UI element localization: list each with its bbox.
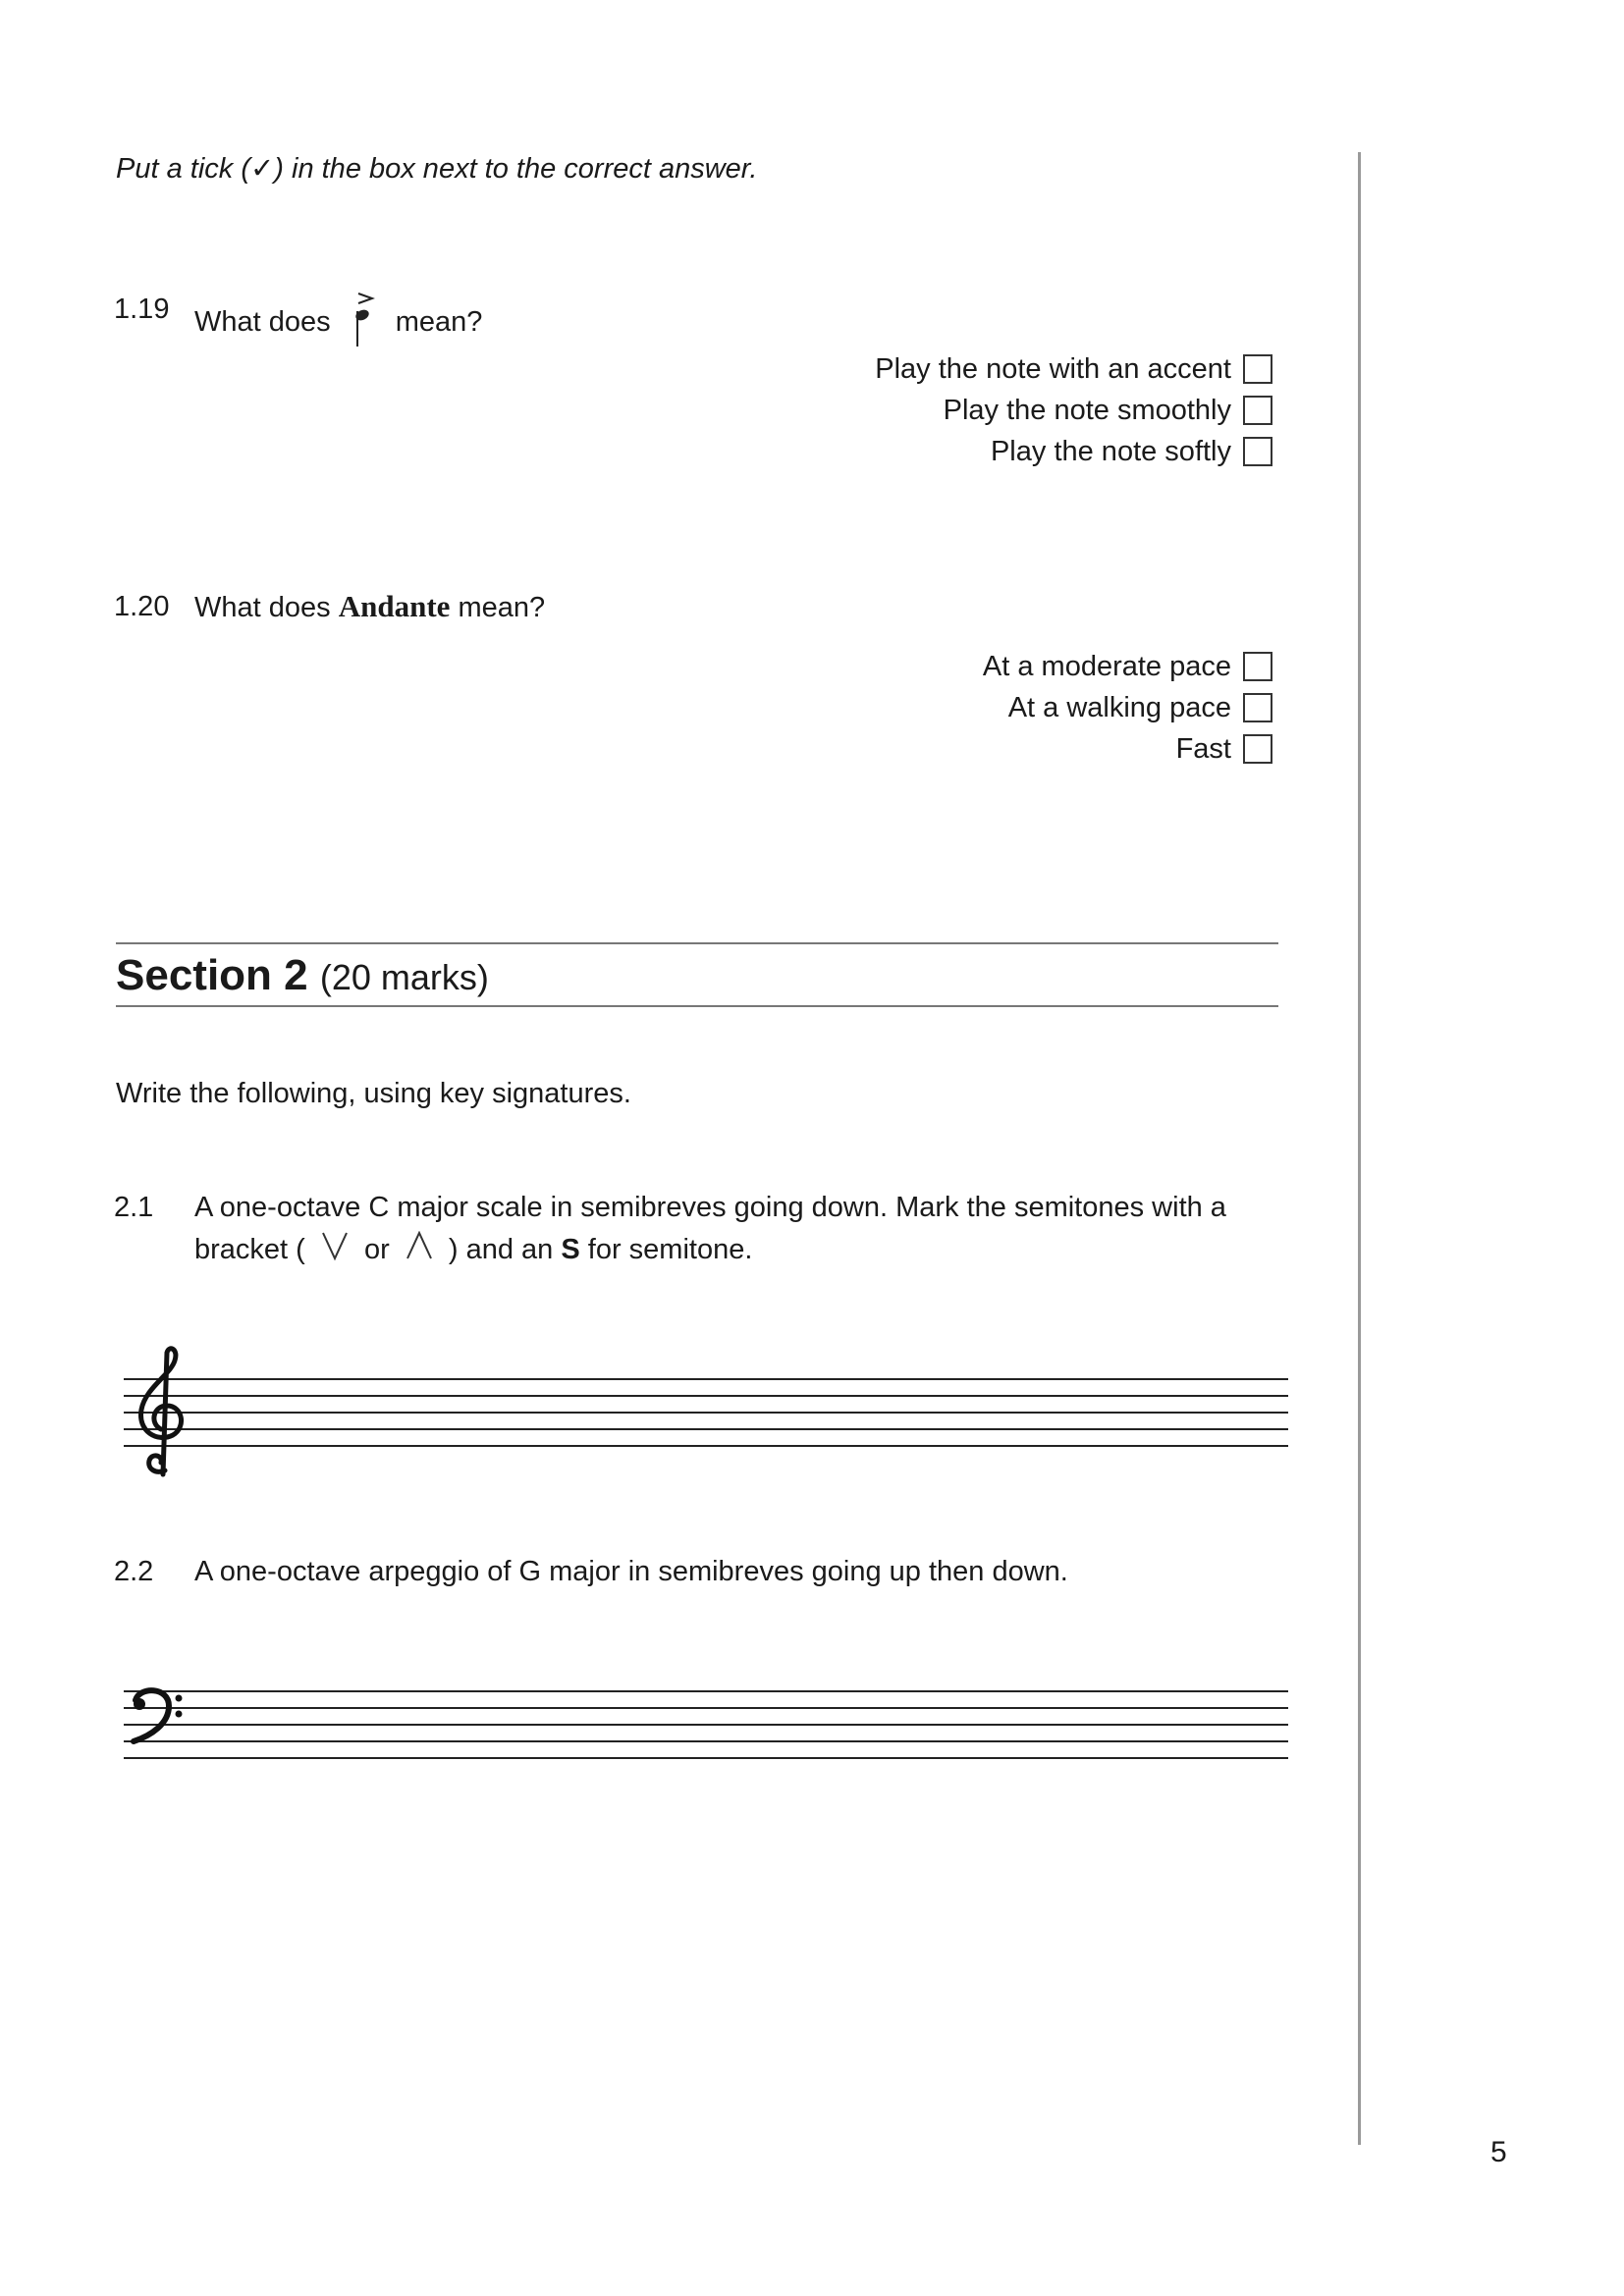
- section-title: Section 2: [116, 951, 308, 999]
- or-text: or: [363, 1234, 390, 1265]
- question-prefix: What does: [194, 306, 331, 338]
- option-label: Fast: [1175, 733, 1231, 765]
- tick-box[interactable]: [1243, 354, 1272, 384]
- question-1-19-text: [194, 290, 482, 348]
- question-suffix: mean?: [458, 592, 546, 623]
- bass-clef-icon: [130, 1686, 189, 1750]
- option-label: Play the note with an accent: [875, 353, 1231, 385]
- option-row: [875, 432, 1272, 471]
- staff-line: [124, 1445, 1288, 1447]
- question-2-1-number: 2.1: [114, 1192, 154, 1223]
- question-2-2-text: A one-octave arpeggio of G major in semibreves going up then down.: [194, 1556, 1068, 1587]
- treble-clef-icon: [128, 1345, 196, 1487]
- question-1-19-number: 1.19: [114, 294, 170, 325]
- s-letter: S: [561, 1234, 580, 1265]
- margin-line: [1358, 152, 1361, 2145]
- bass-staff[interactable]: [124, 1669, 1288, 1767]
- option-label: Play the note softly: [990, 436, 1231, 467]
- staff-line: [124, 1724, 1288, 1726]
- question-1-19-options: [875, 349, 1272, 471]
- staff-line: [124, 1690, 1288, 1692]
- section-rule-bottom: [116, 1005, 1278, 1007]
- question-1-20-number: 1.20: [114, 591, 170, 622]
- page-number: 5: [1490, 2136, 1507, 2168]
- tick-box[interactable]: [1243, 652, 1272, 681]
- caret-bracket-icon: [398, 1231, 441, 1262]
- section-marks: (20 marks): [319, 957, 489, 997]
- v-bracket-icon: [313, 1231, 356, 1262]
- option-row: [983, 729, 1272, 769]
- close-and-text: ) and an: [448, 1234, 554, 1265]
- staff-line: [124, 1707, 1288, 1709]
- question-2-1-line-2: [194, 1230, 752, 1269]
- for-semitone-text: for semitone.: [587, 1234, 753, 1265]
- tick-box[interactable]: [1243, 396, 1272, 425]
- question-2-2-number: 2.2: [114, 1556, 154, 1587]
- tick-box[interactable]: [1243, 734, 1272, 764]
- option-row: [983, 647, 1272, 686]
- tick-box[interactable]: [1243, 693, 1272, 722]
- bracket-open-text: bracket (: [194, 1234, 305, 1265]
- question-1-20-options: [983, 647, 1272, 769]
- option-row: [875, 391, 1272, 430]
- option-row: [875, 349, 1272, 389]
- question-1-20-text: [194, 587, 545, 627]
- andante-term: Andante: [338, 589, 451, 623]
- question-prefix: What does: [194, 592, 331, 623]
- question-suffix: mean?: [395, 306, 483, 338]
- staff-line: [124, 1740, 1288, 1742]
- option-label: Play the note smoothly: [943, 395, 1231, 426]
- staff-line: [124, 1378, 1288, 1380]
- staff-line: [124, 1428, 1288, 1430]
- section-2-heading: [116, 948, 489, 1005]
- tick-box[interactable]: [1243, 437, 1272, 466]
- staff-line: [124, 1412, 1288, 1414]
- section-2-intro: Write the following, using key signatures.: [116, 1078, 631, 1109]
- option-row: [983, 688, 1272, 727]
- instruction-text: Put a tick (✓) in the box next to the correct answer.: [116, 153, 758, 185]
- staff-line: [124, 1395, 1288, 1397]
- section-rule-top: [116, 942, 1278, 944]
- accented-crotchet-icon: [345, 290, 382, 348]
- option-label: At a moderate pace: [982, 651, 1231, 682]
- option-label: At a walking pace: [1007, 692, 1231, 723]
- treble-staff[interactable]: [124, 1345, 1288, 1453]
- question-2-1-line-1: A one-octave C major scale in semibreves going down. Mark the semitones with a: [194, 1192, 1226, 1223]
- staff-line: [124, 1757, 1288, 1759]
